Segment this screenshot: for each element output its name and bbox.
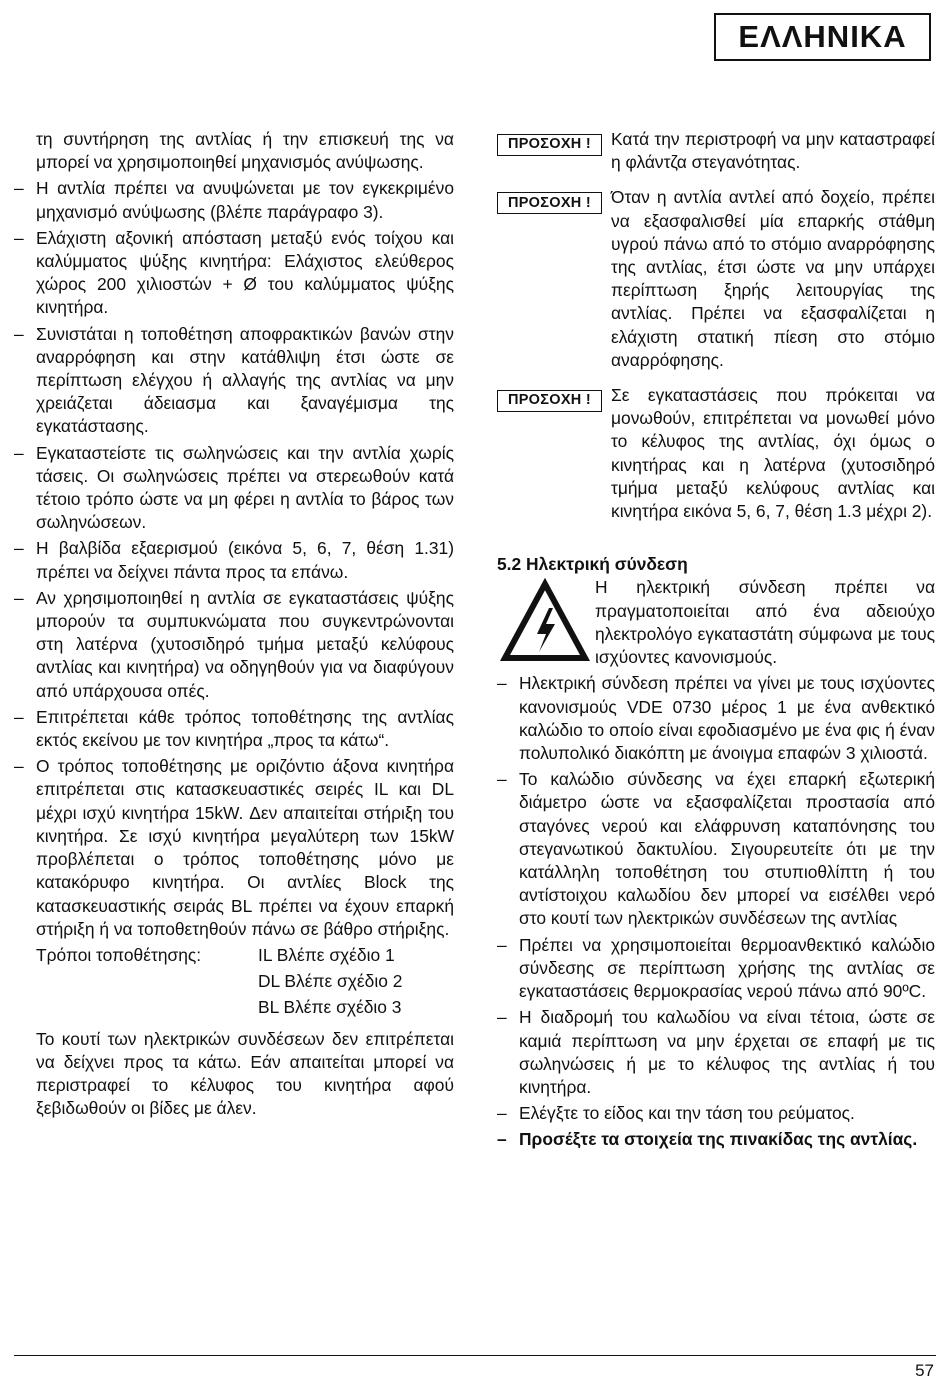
closing-paragraph: Το κουτί των ηλεκτρικών συνδέσεων δεν επιτρέπεται να δείχνει προς τα κάτω. Εάν απαιτείται μπορεί να περιστραφεί το κέλυφος του κινητήρα αφού ξεβιδωθούν οι βίδες με άλεν. <box>36 1028 454 1119</box>
warning-text: Όταν η αντλία αντλεί από δοχείο, πρέπει να εξασφαλισθεί μία επαρκής στάθμη υγρού πάνω από το στόμιο αναρρόφησης της αντλίας, έτσι ώστε να μην υπάρχει περίπτωση ξηρής λειτουργίας της αντλίας. Πρέπει να εξασφαλίζεται η ελάχιστη στατική πίεση στο στόμιο αναρρόφησης. <box>611 187 935 370</box>
list-item: – Αν χρησιμοποιηθεί η αντλία σε εγκαταστάσεις ψύξης μπορούν τα συμπυκνώματα που συγκεντρώνονται στη λατέρνα (χυτοσιδηρό τμήμα μεταξύ κελύφους αντλίας και κινητήρα) να οδηγηθούν για να διαφύγουν από υπάρχουσα οπές. <box>14 587 454 703</box>
list-item-emphasis: – Προσέξτε τα στοιχεία της πινακίδας της αντλίας. <box>497 1128 935 1151</box>
mounting-row: DL Βλέπε σχέδιο 2 <box>258 971 403 992</box>
list-item: – Επιτρέπεται κάθε τρόπος τοποθέτησης της αντλίας εκτός εκείνου με τον κινητήρα „προς τα κάτω“. <box>14 706 454 752</box>
list-item: – Η αντλία πρέπει να ανυψώνεται με τον εγκεκριμένο μηχανισμό ανύψωσης (βλέπε παράγραφο 3). <box>14 177 454 223</box>
warning-label: ΠΡΟΣΟΧΗ ! <box>497 192 602 214</box>
left-column <box>14 128 454 1123</box>
warning-text: Σε εγκαταστάσεις που πρόκειται να μονωθούν, επιτρέπεται να μονωθεί μόνο το κέλυφος της αντλίας, όχι όμως ο κινητήρας και η λατέρνα (χυτοσιδηρό τμήμα μεταξύ κελύφους αντλίας και κινητήρα εικόνα 5, 6, 7, θέση 1.3 μέχρι 2). <box>611 385 935 522</box>
warning-block <box>497 384 935 523</box>
warning-label: ΠΡΟΣΟΧΗ ! <box>497 390 602 412</box>
warning-block <box>497 128 935 174</box>
electrical-hazard-icon <box>497 576 593 672</box>
list-item: – Πρέπει να χρησιμοποιείται θερμοανθεκτικό καλώδιο σύνδεσης σε περίπτωση χρήσης της αντλίας σε εγκαταστάσεις θερμοκρασίας νερού πάνω από 90ºC. <box>497 934 935 1004</box>
list-item: – Ελέγξτε το είδος και την τάση του ρεύματος. <box>497 1102 935 1125</box>
list-item: – Συνιστάται η τοποθέτηση αποφρακτικών βανών στην αναρρόφηση και στην κατάθλιψη έτσι ώστε σε περίπτωση ελέγχου ή αλλαγής της αντλίας να μην χρειάζεται άδειασμα και ξαναγέμισμα της εγκατάστασης. <box>14 323 454 439</box>
section-heading: 5.2 Ηλεκτρική σύνδεση <box>497 554 688 575</box>
right-column <box>497 128 935 1155</box>
list-item: – Το καλώδιο σύνδεσης να έχει επαρκή εξωτερική διάμετρο ώστε να εξασφαλίζεται προστασία από σταγόνες νερού και ελάφρυνση καταπόνησης του στεγανωτικού δακτυλίου. Σιγουρευτείτε ότι με την κατάλληλη τοποθέτηση του στυπιοθλίπτη ή του αντίστοιχου καλωδίου δεν μπορεί να εισέλθει νερό στο κουτί των ηλεκτρικών συνδέσεων της αντλίας <box>497 768 935 930</box>
list-item: – Η βαλβίδα εξαερισμού (εικόνα 5, 6, 7, θέση 1.31) πρέπει να δείχνει πάντα προς τα επάνω. <box>14 537 454 583</box>
warning-block <box>497 186 935 372</box>
mounting-row: IL Βλέπε σχέδιο 1 <box>258 944 395 965</box>
list-item: – Ηλεκτρική σύνδεση πρέπει να γίνει με τους ισχύοντες κανονισμούς VDE 0730 μέρος 1 με ένα ανθεκτικό καλώδιο το οποίο είναι εφοδιασμένο με ένα φις ή έναν πολυπολικό διακόπτη με άνοιγμα επαφών 3 χιλιοστά. <box>497 672 935 765</box>
mounting-row: BL Βλέπε σχέδιο 3 <box>258 997 402 1018</box>
list-item: – Εγκαταστείστε τις σωληνώσεις και την αντλία χωρίς τάσεις. Οι σωληνώσεις πρέπει να στερεωθούν κατά τέτοιο τρόπο ώστε να μη φέρει η αντλία το βάρος των σωληνώσεων. <box>14 442 454 535</box>
footer-divider <box>14 1355 936 1356</box>
warning-label: ΠΡΟΣΟΧΗ ! <box>497 134 602 156</box>
language-label: ΕΛΛΗΝΙΚΑ <box>714 13 931 61</box>
mounting-label: Τρόποι τοποθέτησης: <box>36 944 202 965</box>
page-number: 57 <box>915 1361 934 1380</box>
mounting-options <box>14 944 454 1020</box>
list-item: – Η διαδρομή του καλωδίου να είναι τέτοια, ώστε σε καμιά περίπτωση να μην έρχεται σε επαφή με τις σωληνώσεις ή με το κέλυφος της αντλίας ή του κινητήρα. <box>497 1006 935 1099</box>
electrical-intro-text: Η ηλεκτρική σύνδεση πρέπει να πραγματοποιείται από ένα αδειούχο ηλεκτρολόγο εγκαταστάτη σύμφωνα με τους ισχύοντες κανονισμούς. <box>595 577 935 668</box>
list-item: – Ο τρόπος τοποθέτησης με οριζόντιο άξονα κινητήρα επιτρέπεται στις κατασκευαστικές σειρές IL και DL μέχρι ισχύ κινητήρα 15kW. Δεν απαιτείται στήριξη του κινητήρα. Σε ισχύ κινητήρα μεγαλύτερη των 15kW προβλέπεται ο τρόπος τοποθέτησης μόνο με κατακόρυφο κινητήρα. Οι αντλίες Block της κατασκευαστικής σειράς BL πρέπει να έχουν επαρκή στήριξη ή να τοποθετηθούν πάνω σε βάθρο στήριξης. <box>14 755 454 941</box>
warning-text: Κατά την περιστροφή να μην καταστραφεί η φλάντζα στεγανότητας. <box>611 129 935 173</box>
intro-paragraph: τη συντήρηση της αντλίας ή την επισκευή της να μπορεί να χρησιμοποιηθεί μηχανισμός ανύψωσης. <box>36 129 454 173</box>
list-item: – Ελάχιστη αξονική απόσταση μεταξύ ενός τοίχου και καλύμματος ψύξης κινητήρα: Ελάχιστος ελεύθερος χώρος 200 χιλιοστών + Ø του καλύμματος ψύξης κινητήρα. <box>14 227 454 320</box>
electrical-intro <box>497 576 935 672</box>
